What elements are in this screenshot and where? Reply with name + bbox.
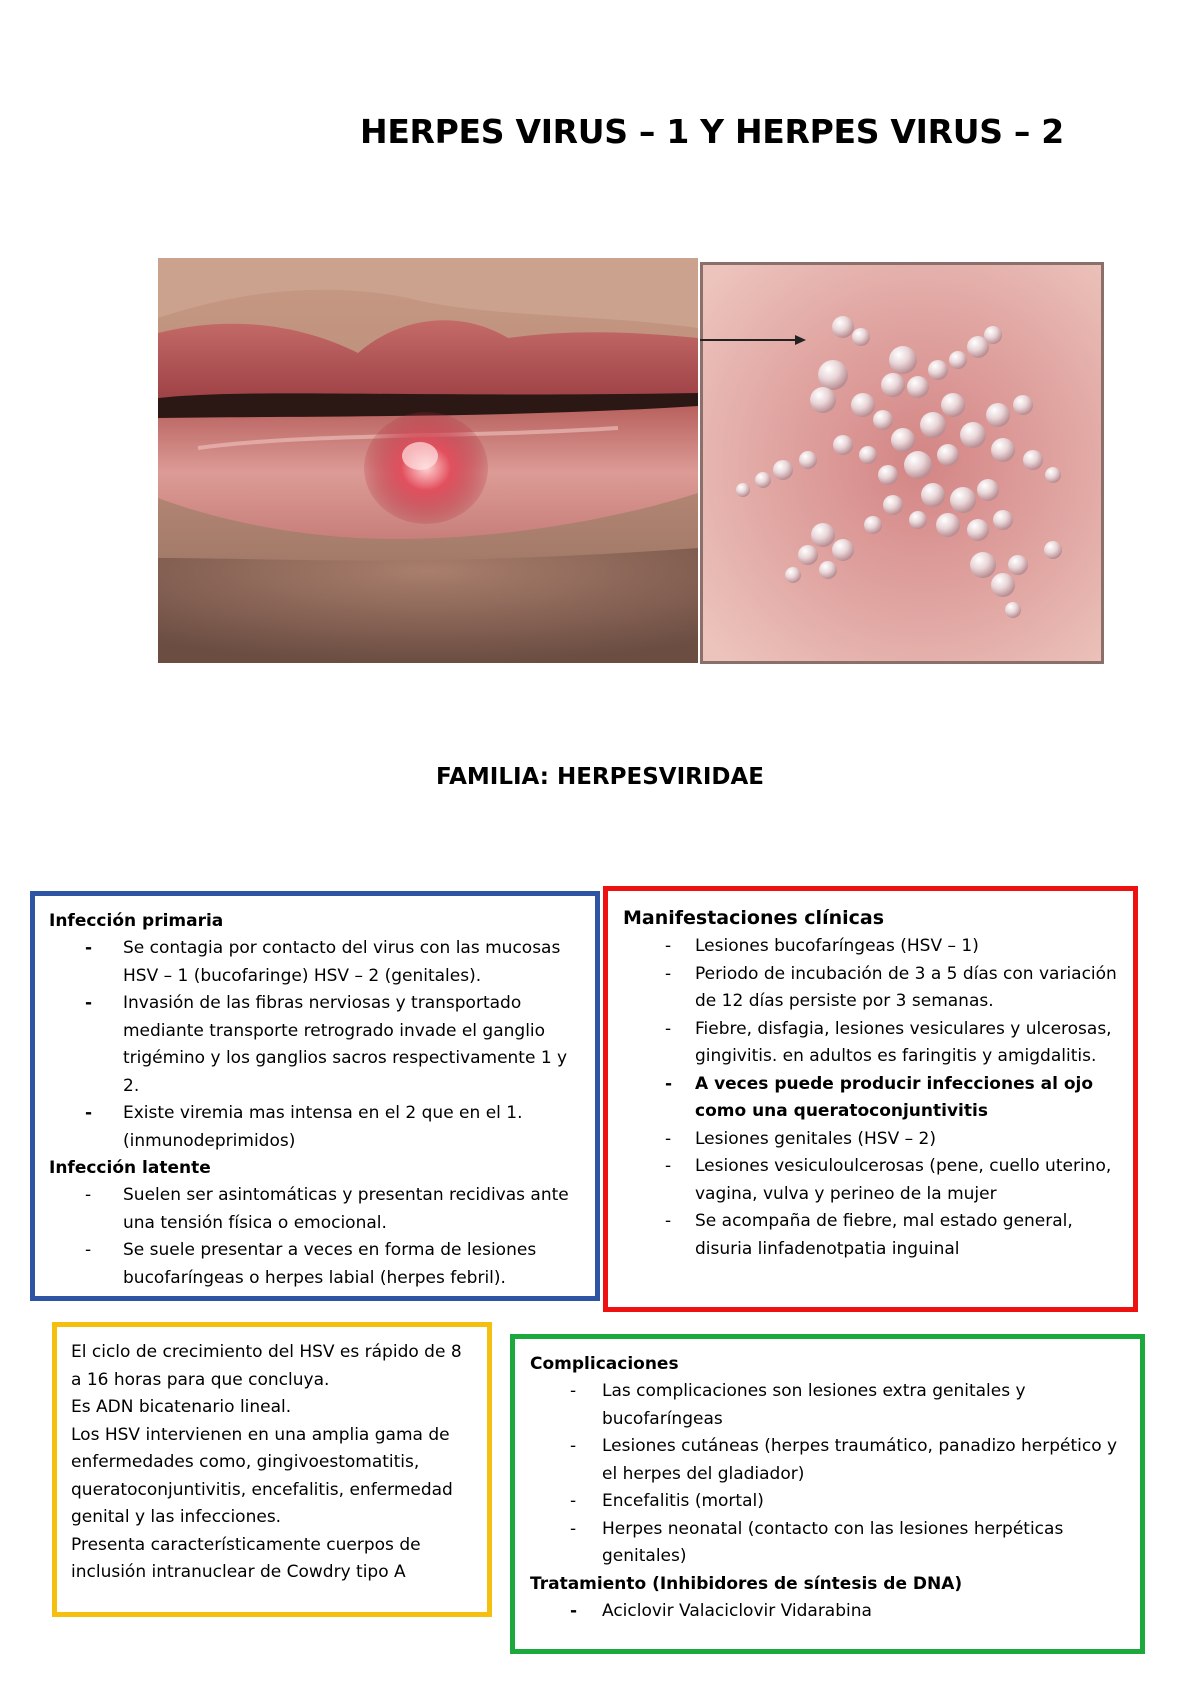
list-item: - Las complicaciones son lesiones extra genitales y bucofaríngeas bbox=[570, 1381, 1026, 1429]
cycle-text: Es ADN bicatenario lineal. bbox=[71, 1397, 292, 1417]
growth-cycle-box bbox=[52, 1322, 492, 1617]
list-item: - Se suele presentar a veces en forma de lesiones bucofaríngeas o herpes labial (herpes febril). bbox=[85, 1240, 537, 1288]
page-title: HERPES VIRUS – 1 Y HERPES VIRUS – 2 bbox=[360, 112, 1064, 151]
list-item: - Lesiones cutáneas (herpes traumático, panadizo herpético y el herpes del gladiador) bbox=[570, 1436, 1118, 1484]
list-item: - Invasión de las fibras nerviosas y transportado mediante transporte retrogrado invade el ganglio trigémino y los ganglios sacros respectivamente 1 y 2. bbox=[85, 993, 568, 1096]
primary-infection-heading: Infección primaria bbox=[49, 911, 224, 931]
cycle-text: Presenta característicamente cuerpos de inclusión intranuclear de Cowdry tipo A bbox=[71, 1534, 421, 1582]
list-item: - Suelen ser asintomáticas y presentan recidivas ante una tensión física o emocional. bbox=[85, 1185, 569, 1233]
family-subtitle: FAMILIA: HERPESVIRIDAE bbox=[436, 764, 764, 790]
clinical-manifestations-box bbox=[603, 886, 1138, 1312]
complications-list bbox=[530, 1378, 1128, 1571]
cycle-text: El ciclo de crecimiento del HSV es rápido de 8 a 16 horas para que concluya. bbox=[71, 1342, 462, 1390]
complications-heading: Complicaciones bbox=[530, 1354, 679, 1374]
list-item: - Se acompaña de fiebre, mal estado general, disuria linfadenotpatia inguinal bbox=[665, 1211, 1073, 1259]
vesicle-cluster-photo bbox=[700, 262, 1104, 664]
list-item: - Lesiones vesiculoulcerosas (pene, cuello uterino, vagina, vulva y perineo de la mujer bbox=[665, 1156, 1112, 1204]
list-item: - Encefalitis (mortal) bbox=[570, 1491, 764, 1511]
complications-box bbox=[510, 1334, 1145, 1654]
list-item: - Lesiones genitales (HSV – 2) bbox=[665, 1128, 936, 1149]
infection-box bbox=[30, 891, 600, 1301]
treatment-heading: Tratamiento (Inhibidores de síntesis de DNA) bbox=[530, 1573, 963, 1594]
list-item: - Herpes neonatal (contacto con las lesiones herpéticas genitales) bbox=[570, 1518, 1064, 1566]
treatment-list bbox=[530, 1598, 1128, 1626]
primary-infection-list bbox=[49, 935, 581, 1155]
cycle-text: Los HSV intervienen en una amplia gama de enfermedades como, gingivoestomatitis, queratoconjuntivitis, encefalitis, enfermedad genital y las infecciones. bbox=[71, 1424, 453, 1527]
latent-infection-heading: Infección latente bbox=[49, 1158, 211, 1178]
clinical-heading: Manifestaciones clínicas bbox=[623, 907, 885, 929]
clinical-list bbox=[623, 933, 1119, 1263]
list-item: - Existe viremia mas intensa en el 2 que en el 1. (inmunodeprimidos) bbox=[85, 1103, 523, 1151]
list-item: - Fiebre, disfagia, lesiones vesiculares y ulcerosas, gingivitis. en adultos es faringitis y amigdalitis. bbox=[665, 1018, 1112, 1066]
list-item: - Aciclovir Valaciclovir Vidarabina bbox=[570, 1600, 872, 1621]
list-item: - Periodo de incubación de 3 a 5 días con variación de 12 días persiste por 3 semanas. bbox=[665, 963, 1117, 1011]
latent-infection-list bbox=[49, 1182, 581, 1292]
lip-lesion-photo bbox=[158, 258, 698, 663]
list-item: - Se contagia por contacto del virus con las mucosas HSV – 1 (bucofaringe) HSV – 2 (genitales). bbox=[85, 938, 561, 986]
list-item: - Lesiones bucofaríngeas (HSV – 1) bbox=[665, 936, 979, 956]
arrow-indicator bbox=[690, 330, 810, 350]
list-item: - A veces puede producir infecciones al ojo como una queratoconjuntivitis bbox=[665, 1073, 1094, 1121]
